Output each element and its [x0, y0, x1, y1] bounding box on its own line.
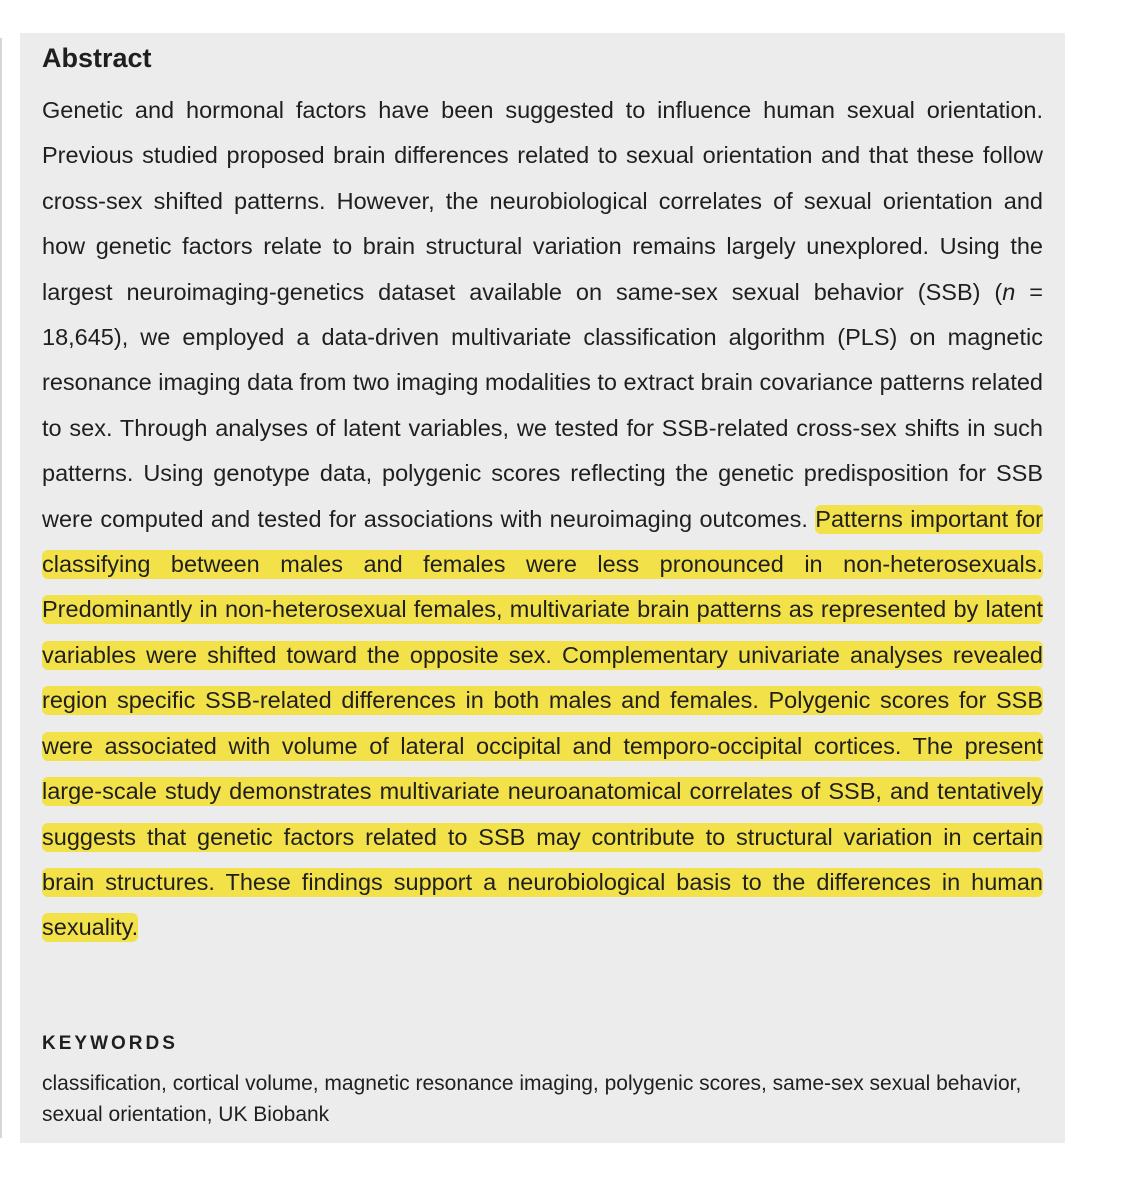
abstract-text-part1: Genetic and hormonal factors have been suggested to influence human sexual orientation. Previous studied proposed brain differences related to sexual orientation and that these follow cross-sex shifted patterns. However, the neurobiological correlates of sexual orientation and how genetic factors relate to brain structural variation remains largely unexplored. Using the largest neuroimaging-genetics dataset available on same-sex sexual behavior (SSB) (: [42, 97, 1043, 305]
abstract-panel: [20, 33, 1065, 1143]
abstract-text-part2: = 18,645), we employed a data-driven multivariate classification algorithm (PLS) on magnetic resonance imaging data from two imaging modalities to extract brain covariance patterns related to sex. Through analyses of latent variables, we tested for SSB-related cross-sex shifts in such patterns. Using genotype data, polygenic scores reflecting the genetic predisposition for SSB were computed and tested for associations with neuroimaging outcomes.: [42, 278, 1043, 532]
sample-size-symbol: n: [1002, 278, 1016, 305]
abstract-body: [42, 88, 1043, 951]
keywords-list: classification, cortical volume, magnetic resonance imaging, polygenic scores, same-sex sexual behavior, sexual orientation, UK Biobank: [42, 1072, 1022, 1126]
highlighted-findings[interactable]: Patterns important for classifying between males and females were less pronounced in non-heterosexuals. Predominantly in non-heterosexual females, multivariate brain patterns as represented by latent variables were shifted toward the opposite sex. Complementary univariate analyses revealed region specific SSB-related differences in both males and females. Polygenic scores for SSB were associated with volume of lateral occipital and temporo-occipital cortices. The present large-scale study demonstrates multivariate neuroanatomical correlates of SSB, and tentatively suggests that genetic factors related to SSB may contribute to structural variation in certain brain structures. These findings support a neurobiological basis to the differences in human sexuality.: [42, 505, 1043, 941]
page-edge-divider: [0, 38, 2, 1138]
keywords-heading: KEYWORDS: [42, 1033, 178, 1054]
abstract-heading: Abstract: [42, 43, 152, 73]
